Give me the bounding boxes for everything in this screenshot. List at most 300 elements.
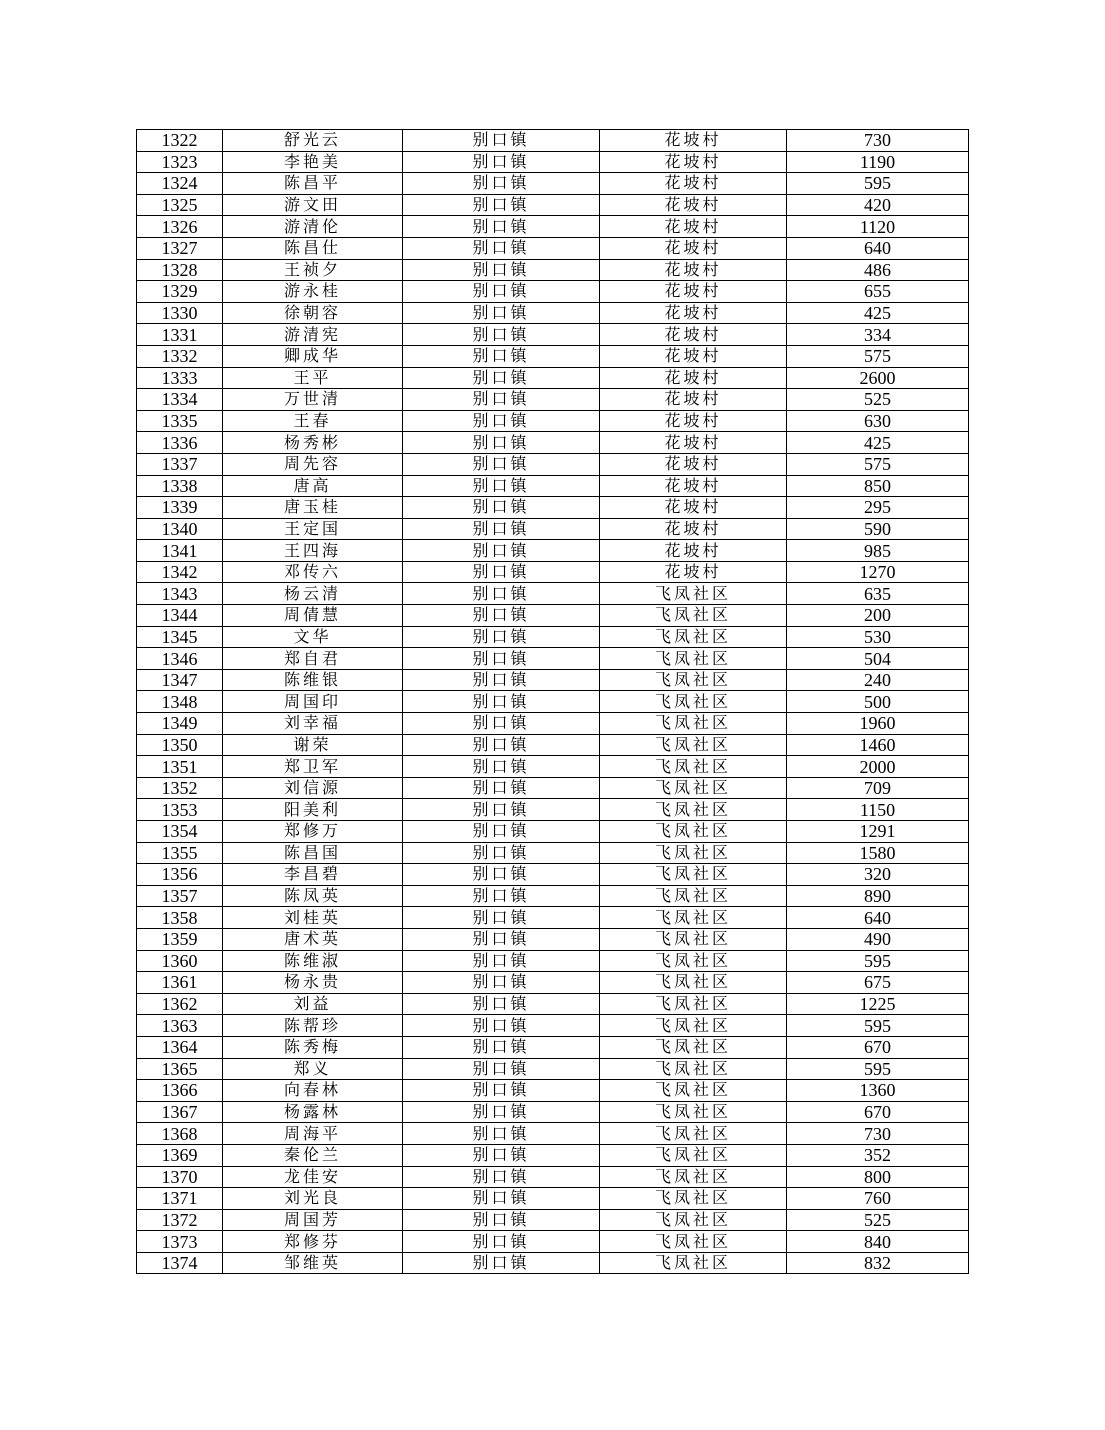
cell-village: 花坡村: [600, 561, 787, 583]
table-row: [137, 1123, 969, 1145]
table-row: [137, 237, 969, 259]
cell-village: 花坡村: [600, 367, 787, 389]
cell-amount: 1190: [787, 151, 969, 173]
cell-amount: 425: [787, 302, 969, 324]
cell-name: 杨秀彬: [223, 432, 403, 454]
cell-village: 飞凤社区: [600, 734, 787, 756]
cell-town: 别口镇: [403, 713, 600, 735]
cell-town: 别口镇: [403, 497, 600, 519]
cell-name: 周国印: [223, 691, 403, 713]
table-row: [137, 173, 969, 195]
table-row: [137, 777, 969, 799]
cell-name: 刘桂英: [223, 907, 403, 929]
table-row: [137, 583, 969, 605]
table-row: [137, 410, 969, 432]
cell-village: 花坡村: [600, 345, 787, 367]
cell-name: 杨露林: [223, 1101, 403, 1123]
cell-amount: 670: [787, 1036, 969, 1058]
cell-amount: 1960: [787, 713, 969, 735]
cell-village: 飞凤社区: [600, 626, 787, 648]
cell-village: 花坡村: [600, 281, 787, 303]
cell-name: 谢荣: [223, 734, 403, 756]
cell-id: 1326: [137, 216, 223, 238]
cell-amount: 200: [787, 605, 969, 627]
cell-town: 别口镇: [403, 777, 600, 799]
table-row: [137, 281, 969, 303]
table-row: [137, 734, 969, 756]
cell-town: 别口镇: [403, 1080, 600, 1102]
cell-id: 1353: [137, 799, 223, 821]
table-row: [137, 1188, 969, 1210]
cell-village: 飞凤社区: [600, 1015, 787, 1037]
cell-name: 陈昌国: [223, 842, 403, 864]
table-row: [137, 993, 969, 1015]
cell-name: 陈维淑: [223, 950, 403, 972]
cell-id: 1365: [137, 1058, 223, 1080]
cell-village: 花坡村: [600, 173, 787, 195]
table-row: [137, 1209, 969, 1231]
cell-town: 别口镇: [403, 475, 600, 497]
cell-name: 舒光云: [223, 130, 403, 152]
cell-amount: 640: [787, 237, 969, 259]
table-row: [137, 259, 969, 281]
table-row: [137, 669, 969, 691]
cell-id: 1342: [137, 561, 223, 583]
cell-id: 1366: [137, 1080, 223, 1102]
cell-amount: 730: [787, 1123, 969, 1145]
table-row: [137, 885, 969, 907]
cell-name: 万世清: [223, 389, 403, 411]
cell-amount: 840: [787, 1231, 969, 1253]
cell-town: 别口镇: [403, 540, 600, 562]
cell-id: 1327: [137, 237, 223, 259]
cell-amount: 504: [787, 648, 969, 670]
cell-name: 郑修芬: [223, 1231, 403, 1253]
table-row: [137, 151, 969, 173]
cell-village: 飞凤社区: [600, 1231, 787, 1253]
cell-id: 1356: [137, 864, 223, 886]
cell-id: 1364: [137, 1036, 223, 1058]
table-row: [137, 1101, 969, 1123]
cell-id: 1325: [137, 194, 223, 216]
cell-amount: 334: [787, 324, 969, 346]
cell-id: 1367: [137, 1101, 223, 1123]
cell-amount: 985: [787, 540, 969, 562]
cell-name: 唐玉桂: [223, 497, 403, 519]
cell-id: 1334: [137, 389, 223, 411]
cell-town: 别口镇: [403, 583, 600, 605]
cell-amount: 525: [787, 389, 969, 411]
cell-id: 1322: [137, 130, 223, 152]
cell-town: 别口镇: [403, 216, 600, 238]
cell-town: 别口镇: [403, 151, 600, 173]
cell-town: 别口镇: [403, 648, 600, 670]
cell-village: 飞凤社区: [600, 777, 787, 799]
table-row: [137, 972, 969, 994]
cell-village: 飞凤社区: [600, 799, 787, 821]
cell-id: 1374: [137, 1252, 223, 1274]
table-row: [137, 691, 969, 713]
cell-id: 1354: [137, 821, 223, 843]
cell-town: 别口镇: [403, 885, 600, 907]
cell-village: 飞凤社区: [600, 1080, 787, 1102]
cell-id: 1352: [137, 777, 223, 799]
cell-town: 别口镇: [403, 1036, 600, 1058]
cell-id: 1348: [137, 691, 223, 713]
cell-village: 飞凤社区: [600, 1036, 787, 1058]
cell-name: 游永桂: [223, 281, 403, 303]
cell-name: 卿成华: [223, 345, 403, 367]
cell-name: 唐术英: [223, 928, 403, 950]
cell-amount: 595: [787, 1058, 969, 1080]
cell-town: 别口镇: [403, 259, 600, 281]
cell-id: 1333: [137, 367, 223, 389]
cell-village: 花坡村: [600, 194, 787, 216]
cell-amount: 1360: [787, 1080, 969, 1102]
table-row: [137, 194, 969, 216]
cell-name: 王平: [223, 367, 403, 389]
cell-id: 1360: [137, 950, 223, 972]
table-row: [137, 605, 969, 627]
cell-name: 游清伦: [223, 216, 403, 238]
cell-town: 别口镇: [403, 1252, 600, 1274]
cell-amount: 1150: [787, 799, 969, 821]
cell-amount: 1225: [787, 993, 969, 1015]
cell-amount: 575: [787, 345, 969, 367]
cell-town: 别口镇: [403, 302, 600, 324]
cell-town: 别口镇: [403, 907, 600, 929]
cell-amount: 760: [787, 1188, 969, 1210]
cell-village: 飞凤社区: [600, 993, 787, 1015]
cell-name: 周先容: [223, 453, 403, 475]
cell-village: 飞凤社区: [600, 691, 787, 713]
cell-amount: 575: [787, 453, 969, 475]
table-row: [137, 799, 969, 821]
cell-town: 别口镇: [403, 1123, 600, 1145]
cell-name: 李昌碧: [223, 864, 403, 886]
cell-village: 花坡村: [600, 453, 787, 475]
cell-id: 1363: [137, 1015, 223, 1037]
cell-village: 飞凤社区: [600, 605, 787, 627]
table-row: [137, 1252, 969, 1274]
cell-village: 花坡村: [600, 540, 787, 562]
cell-name: 龙佳安: [223, 1166, 403, 1188]
table-row: [137, 540, 969, 562]
cell-name: 陈秀梅: [223, 1036, 403, 1058]
cell-id: 1371: [137, 1188, 223, 1210]
cell-id: 1328: [137, 259, 223, 281]
cell-amount: 1291: [787, 821, 969, 843]
cell-id: 1332: [137, 345, 223, 367]
table-row: [137, 1144, 969, 1166]
cell-id: 1362: [137, 993, 223, 1015]
cell-name: 秦伦兰: [223, 1144, 403, 1166]
cell-id: 1368: [137, 1123, 223, 1145]
cell-town: 别口镇: [403, 432, 600, 454]
cell-id: 1341: [137, 540, 223, 562]
cell-town: 别口镇: [403, 389, 600, 411]
cell-amount: 530: [787, 626, 969, 648]
cell-name: 游文田: [223, 194, 403, 216]
table-row: [137, 1080, 969, 1102]
table-row: [137, 302, 969, 324]
table-row: [137, 1231, 969, 1253]
cell-amount: 630: [787, 410, 969, 432]
cell-id: 1369: [137, 1144, 223, 1166]
cell-name: 郑自君: [223, 648, 403, 670]
cell-town: 别口镇: [403, 1101, 600, 1123]
data-table: [136, 129, 969, 1274]
cell-town: 别口镇: [403, 972, 600, 994]
cell-name: 邹维英: [223, 1252, 403, 1274]
cell-village: 花坡村: [600, 432, 787, 454]
table-row: [137, 626, 969, 648]
cell-village: 飞凤社区: [600, 583, 787, 605]
cell-name: 陈帮珍: [223, 1015, 403, 1037]
table-row: [137, 497, 969, 519]
cell-village: 飞凤社区: [600, 842, 787, 864]
table-row: [137, 432, 969, 454]
cell-id: 1340: [137, 518, 223, 540]
cell-amount: 1460: [787, 734, 969, 756]
cell-amount: 1120: [787, 216, 969, 238]
cell-town: 别口镇: [403, 1231, 600, 1253]
cell-village: 飞凤社区: [600, 1209, 787, 1231]
cell-town: 别口镇: [403, 928, 600, 950]
cell-town: 别口镇: [403, 669, 600, 691]
cell-village: 飞凤社区: [600, 1144, 787, 1166]
cell-village: 花坡村: [600, 130, 787, 152]
cell-town: 别口镇: [403, 453, 600, 475]
cell-name: 邓传六: [223, 561, 403, 583]
cell-name: 王定国: [223, 518, 403, 540]
cell-amount: 595: [787, 1015, 969, 1037]
cell-id: 1351: [137, 756, 223, 778]
cell-town: 别口镇: [403, 324, 600, 346]
table-row: [137, 950, 969, 972]
cell-town: 别口镇: [403, 605, 600, 627]
cell-id: 1330: [137, 302, 223, 324]
cell-village: 飞凤社区: [600, 950, 787, 972]
cell-town: 别口镇: [403, 864, 600, 886]
table-row: [137, 1166, 969, 1188]
cell-village: 花坡村: [600, 237, 787, 259]
cell-village: 飞凤社区: [600, 1101, 787, 1123]
cell-name: 徐朝容: [223, 302, 403, 324]
cell-amount: 295: [787, 497, 969, 519]
cell-id: 1324: [137, 173, 223, 195]
cell-name: 陈凤英: [223, 885, 403, 907]
cell-name: 阳美利: [223, 799, 403, 821]
cell-village: 飞凤社区: [600, 885, 787, 907]
cell-town: 别口镇: [403, 691, 600, 713]
cell-town: 别口镇: [403, 842, 600, 864]
table-row: [137, 1015, 969, 1037]
cell-name: 郑修万: [223, 821, 403, 843]
cell-village: 花坡村: [600, 475, 787, 497]
cell-id: 1357: [137, 885, 223, 907]
cell-village: 飞凤社区: [600, 669, 787, 691]
cell-village: 飞凤社区: [600, 972, 787, 994]
cell-village: 花坡村: [600, 518, 787, 540]
cell-name: 杨云清: [223, 583, 403, 605]
cell-name: 游清宪: [223, 324, 403, 346]
cell-town: 别口镇: [403, 1166, 600, 1188]
cell-id: 1355: [137, 842, 223, 864]
cell-name: 郑卫军: [223, 756, 403, 778]
cell-village: 飞凤社区: [600, 1166, 787, 1188]
cell-town: 别口镇: [403, 561, 600, 583]
cell-amount: 490: [787, 928, 969, 950]
cell-town: 别口镇: [403, 1188, 600, 1210]
cell-name: 周海平: [223, 1123, 403, 1145]
cell-village: 飞凤社区: [600, 713, 787, 735]
cell-amount: 595: [787, 950, 969, 972]
cell-village: 花坡村: [600, 389, 787, 411]
cell-id: 1359: [137, 928, 223, 950]
cell-village: 飞凤社区: [600, 864, 787, 886]
cell-amount: 352: [787, 1144, 969, 1166]
table-row: [137, 928, 969, 950]
cell-name: 刘幸福: [223, 713, 403, 735]
cell-amount: 240: [787, 669, 969, 691]
cell-town: 别口镇: [403, 756, 600, 778]
cell-town: 别口镇: [403, 993, 600, 1015]
cell-id: 1361: [137, 972, 223, 994]
cell-name: 刘光良: [223, 1188, 403, 1210]
cell-village: 花坡村: [600, 497, 787, 519]
cell-village: 花坡村: [600, 151, 787, 173]
cell-id: 1346: [137, 648, 223, 670]
cell-town: 别口镇: [403, 130, 600, 152]
cell-name: 唐高: [223, 475, 403, 497]
cell-id: 1329: [137, 281, 223, 303]
cell-amount: 850: [787, 475, 969, 497]
table-row: [137, 367, 969, 389]
cell-amount: 800: [787, 1166, 969, 1188]
table-row: [137, 648, 969, 670]
cell-id: 1358: [137, 907, 223, 929]
table-row: [137, 345, 969, 367]
table-row: [137, 561, 969, 583]
table-row: [137, 453, 969, 475]
cell-id: 1344: [137, 605, 223, 627]
cell-id: 1350: [137, 734, 223, 756]
cell-amount: 890: [787, 885, 969, 907]
cell-id: 1349: [137, 713, 223, 735]
cell-name: 王四海: [223, 540, 403, 562]
cell-name: 刘信源: [223, 777, 403, 799]
cell-village: 花坡村: [600, 216, 787, 238]
cell-id: 1337: [137, 453, 223, 475]
table-row: [137, 1036, 969, 1058]
table-row: [137, 130, 969, 152]
cell-village: 花坡村: [600, 302, 787, 324]
table-row: [137, 389, 969, 411]
cell-amount: 320: [787, 864, 969, 886]
cell-amount: 670: [787, 1101, 969, 1123]
cell-name: 刘益: [223, 993, 403, 1015]
cell-town: 别口镇: [403, 734, 600, 756]
table-row: [137, 907, 969, 929]
cell-village: 花坡村: [600, 259, 787, 281]
cell-name: 杨永贵: [223, 972, 403, 994]
cell-amount: 730: [787, 130, 969, 152]
cell-amount: 595: [787, 173, 969, 195]
cell-village: 飞凤社区: [600, 928, 787, 950]
cell-village: 飞凤社区: [600, 821, 787, 843]
table-row: [137, 842, 969, 864]
cell-town: 别口镇: [403, 821, 600, 843]
cell-amount: 635: [787, 583, 969, 605]
cell-town: 别口镇: [403, 799, 600, 821]
cell-name: 周倩慧: [223, 605, 403, 627]
table-row: [137, 324, 969, 346]
cell-amount: 709: [787, 777, 969, 799]
table-row: [137, 216, 969, 238]
cell-amount: 1580: [787, 842, 969, 864]
cell-town: 别口镇: [403, 194, 600, 216]
cell-id: 1335: [137, 410, 223, 432]
cell-town: 别口镇: [403, 173, 600, 195]
cell-village: 花坡村: [600, 324, 787, 346]
cell-name: 文华: [223, 626, 403, 648]
cell-amount: 1270: [787, 561, 969, 583]
cell-name: 陈昌仕: [223, 237, 403, 259]
cell-name: 周国芳: [223, 1209, 403, 1231]
cell-id: 1338: [137, 475, 223, 497]
table-row: [137, 1058, 969, 1080]
cell-town: 别口镇: [403, 626, 600, 648]
cell-amount: 425: [787, 432, 969, 454]
cell-amount: 2000: [787, 756, 969, 778]
cell-village: 花坡村: [600, 410, 787, 432]
cell-id: 1370: [137, 1166, 223, 1188]
cell-name: 陈维银: [223, 669, 403, 691]
cell-village: 飞凤社区: [600, 648, 787, 670]
table-row: [137, 475, 969, 497]
cell-id: 1347: [137, 669, 223, 691]
cell-amount: 500: [787, 691, 969, 713]
cell-village: 飞凤社区: [600, 756, 787, 778]
cell-town: 别口镇: [403, 281, 600, 303]
cell-name: 王春: [223, 410, 403, 432]
table-body: [137, 130, 969, 1274]
cell-village: 飞凤社区: [600, 1058, 787, 1080]
cell-village: 飞凤社区: [600, 1188, 787, 1210]
cell-id: 1339: [137, 497, 223, 519]
cell-town: 别口镇: [403, 1209, 600, 1231]
cell-name: 王祯夕: [223, 259, 403, 281]
cell-town: 别口镇: [403, 1015, 600, 1037]
cell-town: 别口镇: [403, 410, 600, 432]
cell-amount: 640: [787, 907, 969, 929]
cell-town: 别口镇: [403, 950, 600, 972]
table-row: [137, 864, 969, 886]
cell-id: 1323: [137, 151, 223, 173]
cell-town: 别口镇: [403, 1058, 600, 1080]
cell-amount: 832: [787, 1252, 969, 1274]
cell-name: 郑义: [223, 1058, 403, 1080]
cell-amount: 655: [787, 281, 969, 303]
cell-id: 1343: [137, 583, 223, 605]
cell-town: 别口镇: [403, 1144, 600, 1166]
cell-town: 别口镇: [403, 367, 600, 389]
cell-name: 李艳美: [223, 151, 403, 173]
cell-town: 别口镇: [403, 237, 600, 259]
cell-amount: 2600: [787, 367, 969, 389]
cell-amount: 525: [787, 1209, 969, 1231]
